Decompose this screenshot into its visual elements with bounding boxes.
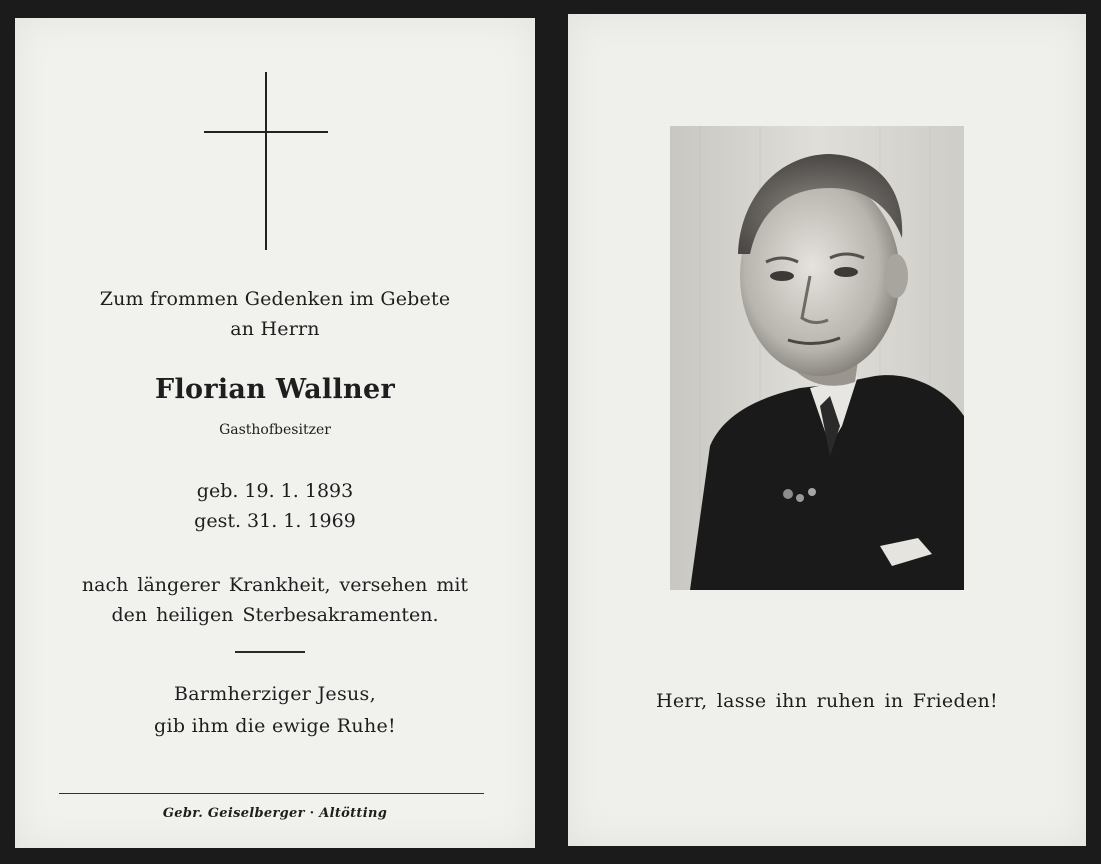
deceased-name: Florian Wallner bbox=[155, 374, 395, 405]
memorial-card-left bbox=[15, 18, 535, 848]
memorial-card-right bbox=[568, 14, 1086, 846]
prayer-line-1: Barmherziger Jesus, bbox=[174, 683, 376, 705]
cross-icon bbox=[15, 72, 535, 250]
dedication-line-2: an Herrn bbox=[230, 318, 320, 340]
deceased-occupation: Gasthofbesitzer bbox=[219, 422, 331, 438]
prayer bbox=[15, 678, 535, 742]
printer-name: Gebr. Geiselberger bbox=[162, 806, 305, 821]
footer-divider bbox=[59, 793, 484, 794]
peace-inscription: Herr, lasse ihn ruhen in Frieden! bbox=[656, 690, 998, 712]
memorial-dedication bbox=[15, 284, 535, 344]
printer-city: Altötting bbox=[319, 806, 388, 821]
dedication-line-1: Zum frommen Gedenken im Gebete bbox=[99, 288, 451, 310]
printer-separator: · bbox=[309, 806, 315, 821]
portrait-photo-icon bbox=[670, 126, 964, 590]
short-divider bbox=[235, 651, 305, 653]
prayer-line-2: gib ihm die ewige Ruhe! bbox=[154, 715, 396, 737]
life-dates bbox=[15, 476, 535, 536]
printer-imprint bbox=[15, 806, 535, 821]
illness-line-2: den heiligen Sterbesakramenten. bbox=[111, 604, 439, 626]
birth-date: geb. 19. 1. 1893 bbox=[196, 480, 354, 502]
death-date: gest. 31. 1. 1969 bbox=[194, 510, 356, 532]
illness-line-1: nach längerer Krankheit, versehen mit bbox=[81, 574, 469, 596]
illness-note bbox=[15, 570, 535, 630]
